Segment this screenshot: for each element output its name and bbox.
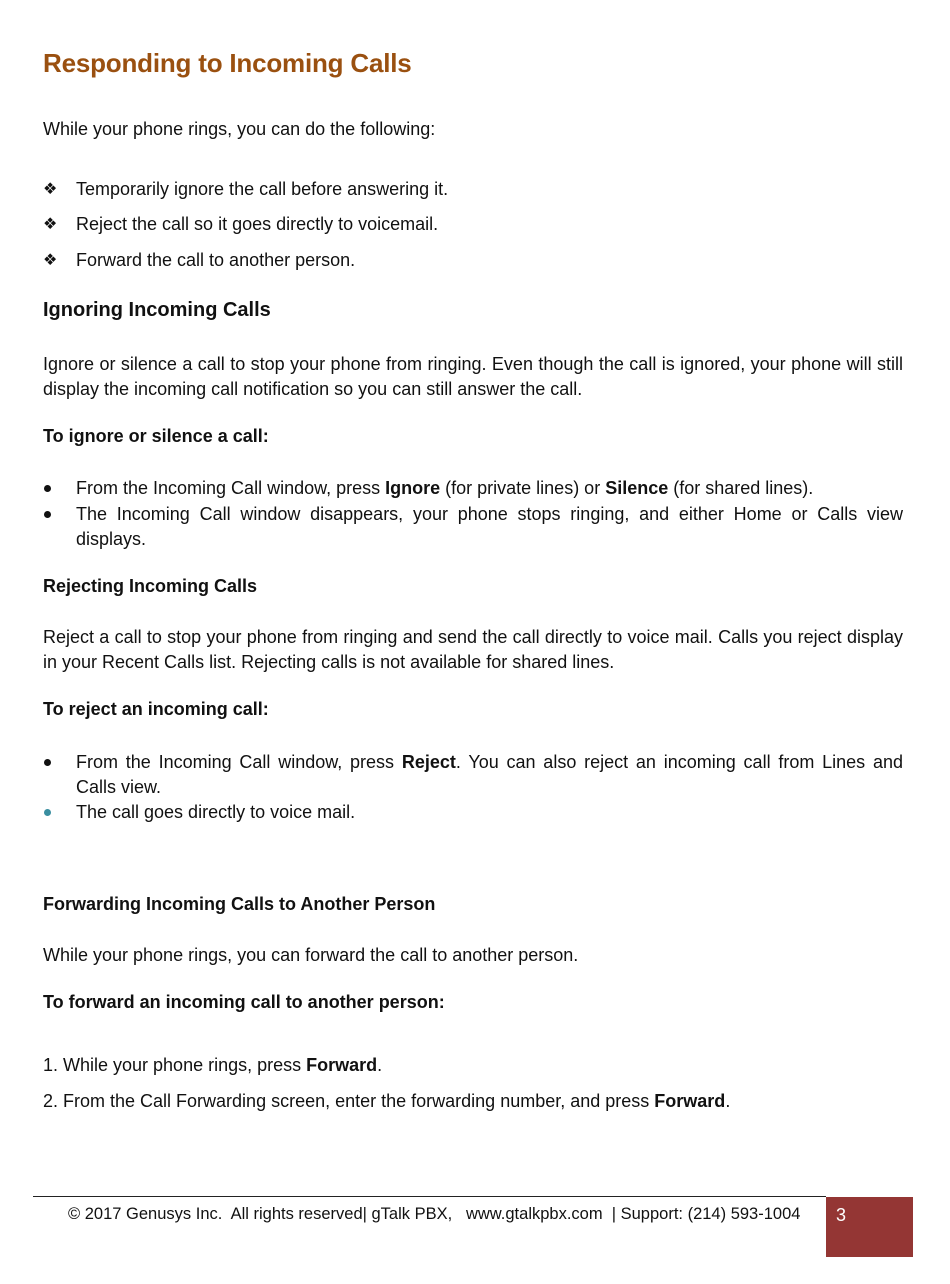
forwarding-step-1: 1. While your phone rings, press Forward.: [43, 1055, 383, 1075]
rejecting-description: Reject a call to stop your phone from ringing and send the call directly to voice mail. Calls you reject display in your Recent Calls list. Rejecting calls is not available for shared lines.: [43, 627, 903, 672]
page-number-box: [826, 1197, 913, 1257]
list-item: ❖ Forward the call to another person.: [43, 248, 903, 273]
page-number: 3: [836, 1205, 847, 1225]
rejecting-steps-heading: To reject an incoming call:: [43, 699, 269, 719]
ignoring-heading: Ignoring Incoming Calls: [43, 299, 271, 321]
footer-text: © 2017 Genusys Inc. All rights reserved| gTalk PBX, www.gtalkpbx.com | Support: (214) 593-1004: [68, 1205, 801, 1223]
list-item: ❖ Temporarily ignore the call before answering it.: [43, 177, 903, 202]
forwarding-steps-heading: To forward an incoming call to another person:: [43, 992, 445, 1012]
list-item: The Incoming Call window disappears, your phone stops ringing, and either Home or Calls view displays.: [76, 504, 903, 549]
forwarding-description: While your phone rings, you can forward the call to another person.: [43, 945, 579, 965]
ignoring-steps-heading: To ignore or silence a call:: [43, 426, 269, 446]
list-item: ❖ Reject the call so it goes directly to voicemail.: [43, 212, 903, 237]
forwarding-heading: Forwarding Incoming Calls to Another Person: [43, 894, 436, 914]
diamond-bullet-icon: ❖: [43, 252, 58, 269]
list-item: The call goes directly to voice mail.: [76, 802, 356, 822]
diamond-bullet-icon: ❖: [43, 216, 58, 233]
list-item: From the Incoming Call window, press Reject. You can also reject an incoming call from Lines and Calls view.: [76, 752, 903, 797]
rejecting-heading: Rejecting Incoming Calls: [43, 576, 258, 596]
list-item: From the Incoming Call window, press Ignore (for private lines) or Silence (for shared lines).: [76, 478, 814, 498]
diamond-bullet-icon: ❖: [43, 181, 58, 198]
footer-divider: [33, 1196, 826, 1197]
ignoring-description: Ignore or silence a call to stop your phone from ringing. Even though the call is ignored, your phone will still display the incoming call notification so you can still answer the call.: [43, 354, 903, 399]
intro-paragraph: While your phone rings, you can do the following:: [43, 119, 436, 139]
forwarding-step-2: 2. From the Call Forwarding screen, enter the forwarding number, and press Forward.: [43, 1091, 731, 1111]
page-title: Responding to Incoming Calls: [43, 48, 412, 78]
